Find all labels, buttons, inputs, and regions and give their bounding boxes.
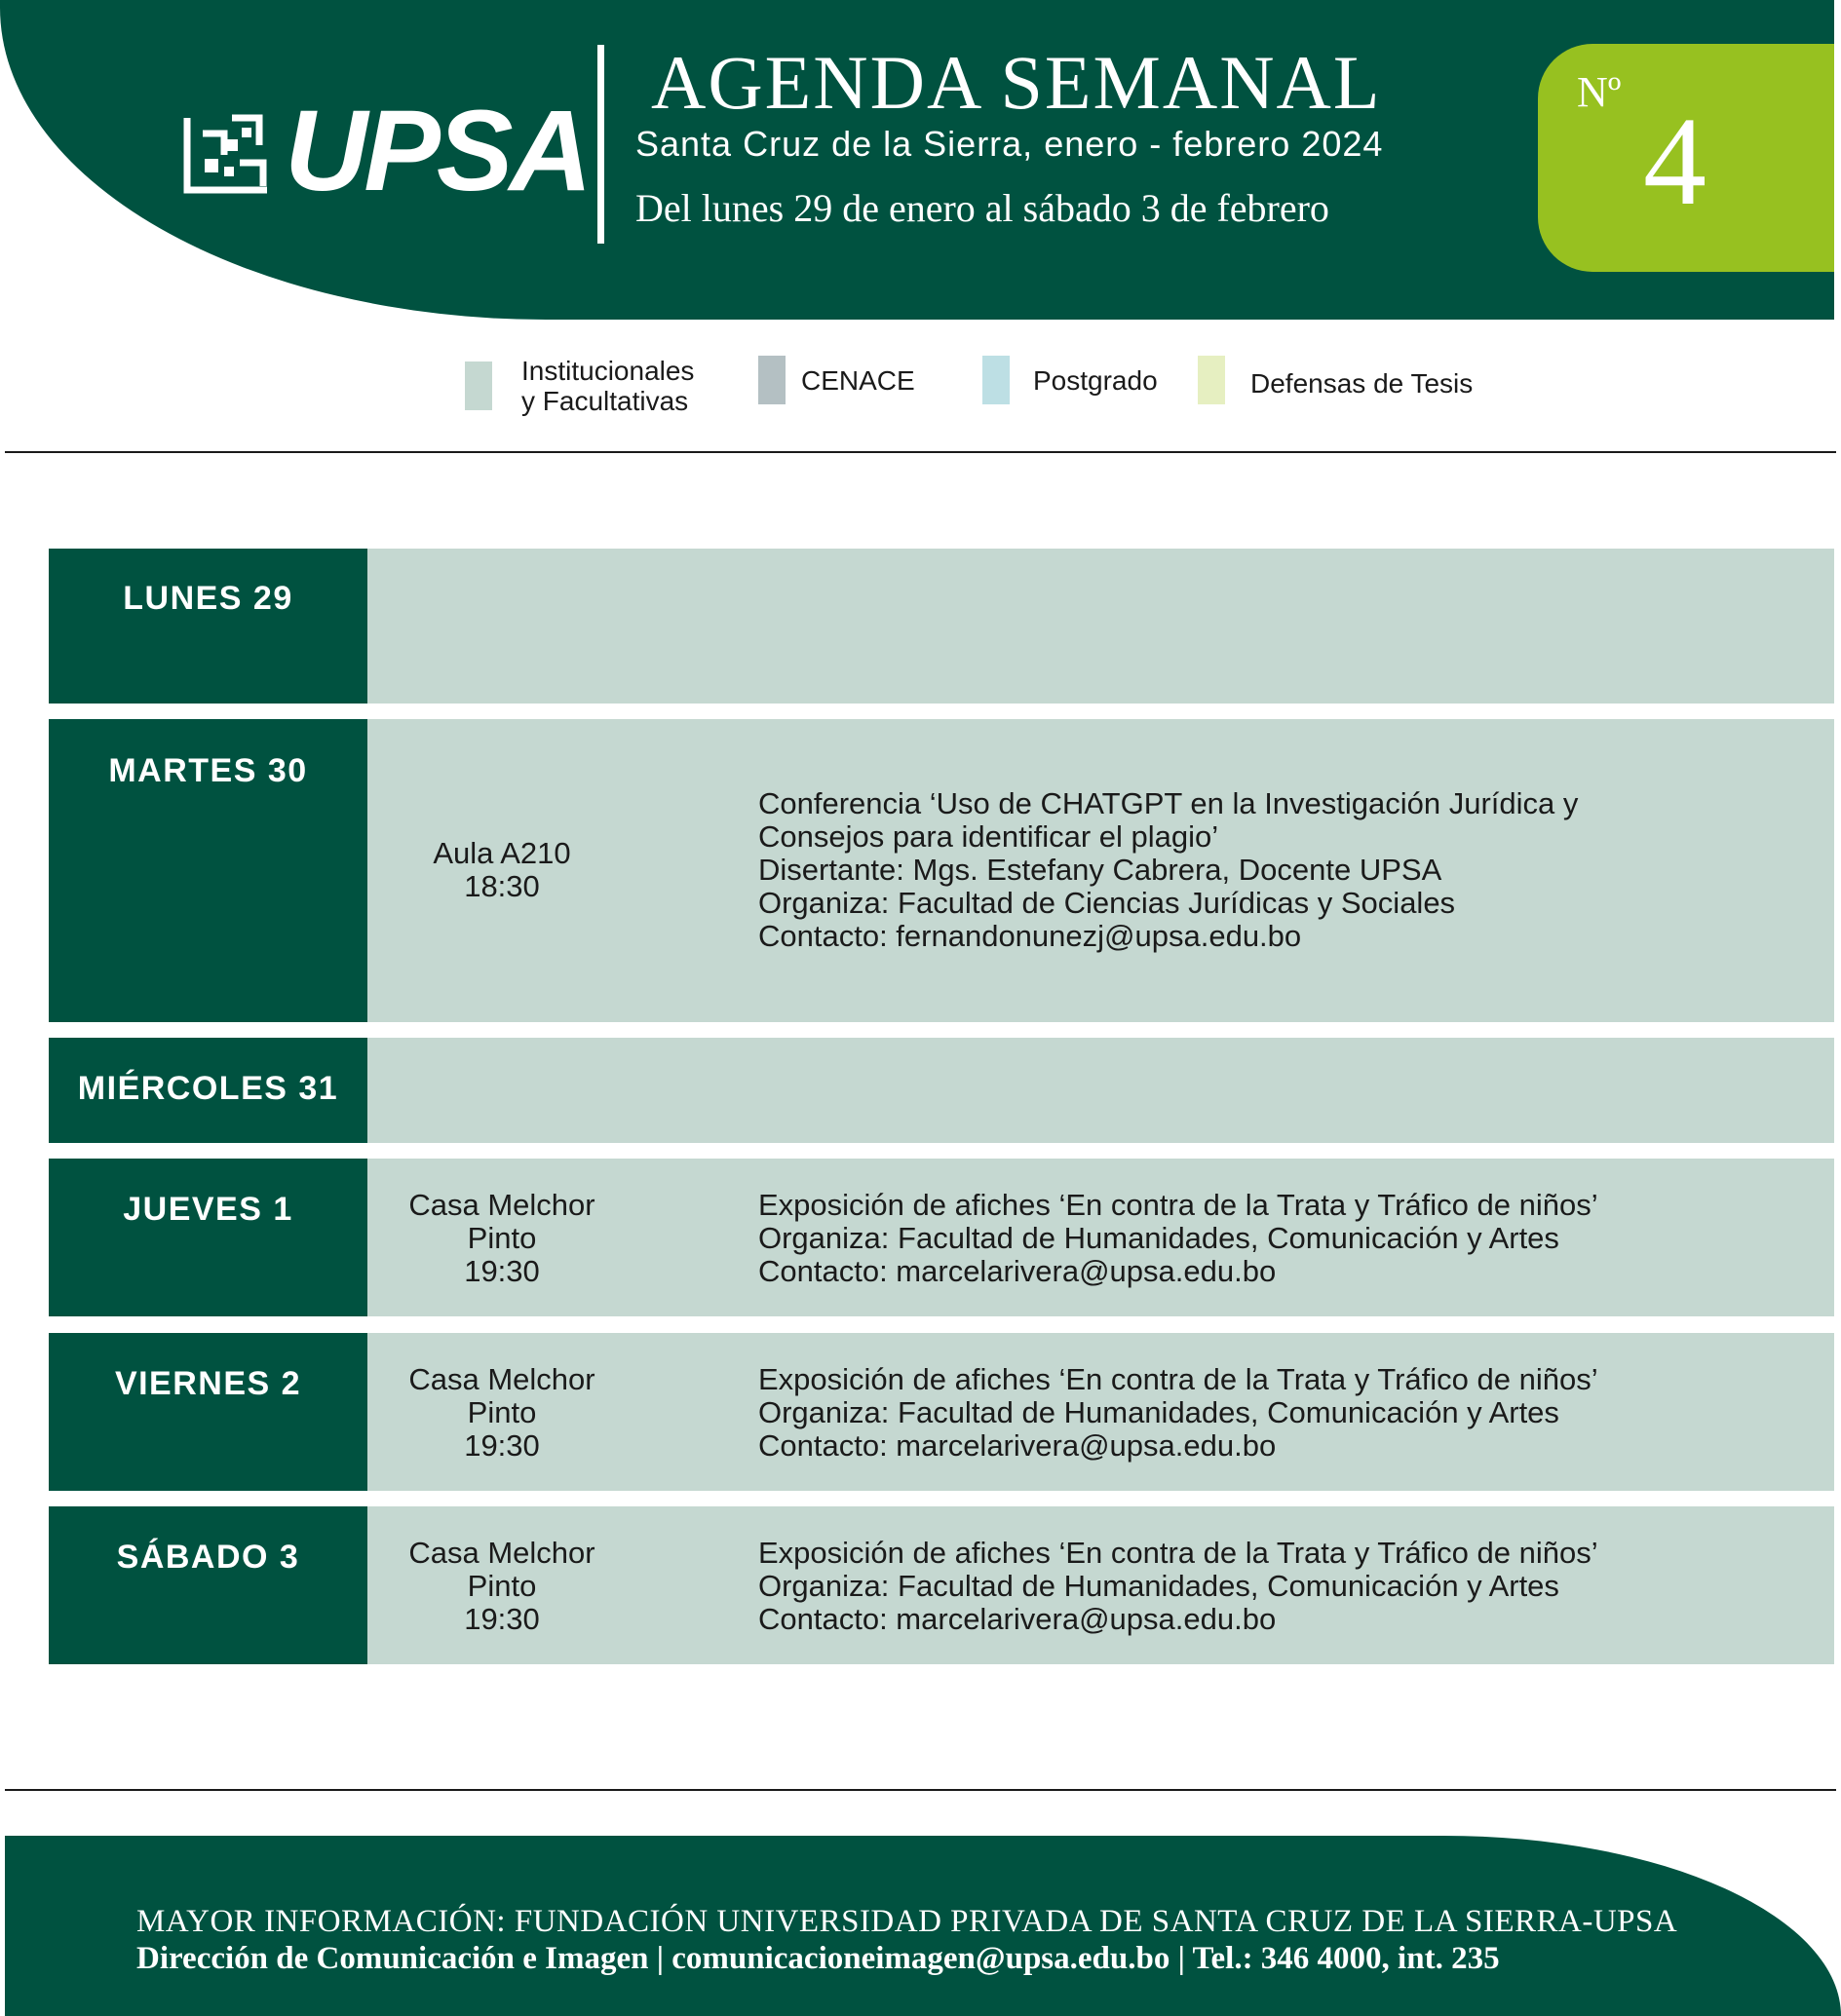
day-cell bbox=[49, 549, 367, 704]
date-range: Del lunes 29 de enero al sábado 3 de febrero bbox=[635, 186, 1329, 230]
event-cell bbox=[367, 719, 1834, 1022]
day-cell bbox=[49, 1506, 367, 1664]
event-place-line: 18:30 bbox=[464, 869, 540, 903]
event-place-line: Pinto bbox=[467, 1221, 537, 1255]
event-place bbox=[367, 1537, 636, 1636]
event-place-line: 19:30 bbox=[464, 1602, 540, 1636]
event-place-line: Casa Melchor bbox=[408, 1188, 595, 1222]
day-label: VIERNES 2 bbox=[114, 1365, 302, 1402]
event-description-line: Consejos para identificar el plagio’ bbox=[758, 819, 1219, 854]
legend-label-line: y Facultativas bbox=[521, 386, 689, 416]
event-description-line: Organiza: Facultad de Ciencias Jurídicas y Sociales bbox=[758, 886, 1456, 920]
event-description-line[interactable]: Contacto: marcelarivera@upsa.edu.bo bbox=[758, 1602, 1277, 1636]
legend-item-institucionales bbox=[465, 356, 694, 416]
event-cell bbox=[367, 1159, 1834, 1316]
legend-label-postgrado: Postgrado bbox=[1033, 364, 1158, 396]
issue-number: 4 bbox=[1643, 92, 1707, 232]
legend-item-cenace bbox=[758, 356, 915, 404]
header-divider bbox=[597, 45, 604, 244]
legend-swatch-defensas bbox=[1198, 356, 1225, 404]
legend-swatch-postgrado bbox=[982, 356, 1010, 404]
footer-info: MAYOR INFORMACIÓN: FUNDACIÓN UNIVERSIDAD PRIVADA DE SANTA CRUZ DE LA SIERRA-UPSA bbox=[136, 1904, 1678, 1939]
legend-swatch-institucionales bbox=[465, 361, 492, 410]
issue-label: Nº bbox=[1577, 68, 1622, 116]
day-label: LUNES 29 bbox=[123, 580, 293, 617]
event-place bbox=[367, 1189, 636, 1288]
legend-item-postgrado bbox=[982, 356, 1158, 404]
day-label: MIÉRCOLES 31 bbox=[77, 1070, 339, 1107]
category-legend bbox=[0, 351, 1841, 429]
event-description-line: Exposición de afiches ‘En contra de la Trata y Tráfico de niños’ bbox=[758, 1536, 1598, 1570]
event-place bbox=[367, 1363, 636, 1463]
event-description bbox=[758, 1363, 1795, 1463]
event-description-line: Conferencia ‘Uso de CHATGPT en la Investigación Jurídica y bbox=[758, 786, 1579, 820]
legend-item-defensas bbox=[1198, 356, 1473, 404]
legend-label-defensas: Defensas de Tesis bbox=[1250, 367, 1474, 399]
page-title: AGENDA SEMANAL bbox=[651, 40, 1382, 125]
footer-contact: Dirección de Comunicación e Imagen | comunicacioneimagen@upsa.edu.bo | Tel.: 346 4000, int. 235 bbox=[136, 1941, 1500, 1976]
event-cell bbox=[367, 1038, 1834, 1143]
agenda-row-jueves bbox=[49, 1159, 1834, 1316]
event-description-line[interactable]: Contacto: marcelarivera@upsa.edu.bo bbox=[758, 1428, 1277, 1463]
day-cell bbox=[49, 1333, 367, 1491]
agenda-row-miercoles bbox=[49, 1038, 1834, 1143]
event-place-line: Pinto bbox=[467, 1395, 537, 1429]
agenda-row-martes bbox=[49, 719, 1834, 1022]
event-description-line: Organiza: Facultad de Humanidades, Comunicación y Artes bbox=[758, 1569, 1559, 1603]
bottom-divider bbox=[5, 1789, 1836, 1791]
event-place bbox=[367, 837, 636, 903]
event-description bbox=[758, 1537, 1795, 1636]
day-cell bbox=[49, 1159, 367, 1316]
event-place-line: 19:30 bbox=[464, 1428, 540, 1463]
event-cell bbox=[367, 549, 1834, 704]
logo-wordmark: UPSA bbox=[285, 87, 589, 215]
event-description-line: Organiza: Facultad de Humanidades, Comunicación y Artes bbox=[758, 1221, 1559, 1255]
day-label: JUEVES 1 bbox=[123, 1191, 293, 1228]
agenda-row-sabado bbox=[49, 1506, 1834, 1664]
agenda-row-viernes bbox=[49, 1333, 1834, 1491]
event-description-line[interactable]: Contacto: fernandonunezj@upsa.edu.bo bbox=[758, 919, 1302, 953]
day-cell bbox=[49, 719, 367, 1022]
legend-label-institucionales bbox=[521, 356, 694, 416]
day-label: SÁBADO 3 bbox=[116, 1539, 300, 1576]
event-description-line: Exposición de afiches ‘En contra de la Trata y Tráfico de niños’ bbox=[758, 1362, 1598, 1396]
issue-badge bbox=[1538, 44, 1834, 272]
legend-label-cenace: CENACE bbox=[801, 364, 915, 396]
event-cell bbox=[367, 1333, 1834, 1491]
day-label: MARTES 30 bbox=[108, 752, 308, 789]
page-subtitle: Santa Cruz de la Sierra, enero - febrero 2024 bbox=[635, 124, 1384, 164]
event-description-line: Organiza: Facultad de Humanidades, Comunicación y Artes bbox=[758, 1395, 1559, 1429]
event-place-line: 19:30 bbox=[464, 1254, 540, 1288]
upsa-logo bbox=[181, 87, 589, 215]
event-place-line: Casa Melchor bbox=[408, 1362, 595, 1396]
event-description-line: Disertante: Mgs. Estefany Cabrera, Docente UPSA bbox=[758, 853, 1442, 887]
event-place-line: Casa Melchor bbox=[408, 1536, 595, 1570]
upsa-emblem-icon bbox=[181, 104, 275, 198]
day-cell bbox=[49, 1038, 367, 1143]
legend-swatch-cenace bbox=[758, 356, 786, 404]
event-description bbox=[758, 787, 1795, 953]
event-description-line[interactable]: Contacto: marcelarivera@upsa.edu.bo bbox=[758, 1254, 1277, 1288]
top-divider bbox=[5, 451, 1836, 453]
event-place-line: Aula A210 bbox=[433, 836, 571, 870]
legend-label-line: Institucionales bbox=[521, 356, 695, 386]
agenda-row-lunes bbox=[49, 549, 1834, 704]
event-description-line: Exposición de afiches ‘En contra de la Trata y Tráfico de niños’ bbox=[758, 1188, 1598, 1222]
event-place-line: Pinto bbox=[467, 1569, 537, 1603]
event-cell bbox=[367, 1506, 1834, 1664]
event-description bbox=[758, 1189, 1795, 1288]
